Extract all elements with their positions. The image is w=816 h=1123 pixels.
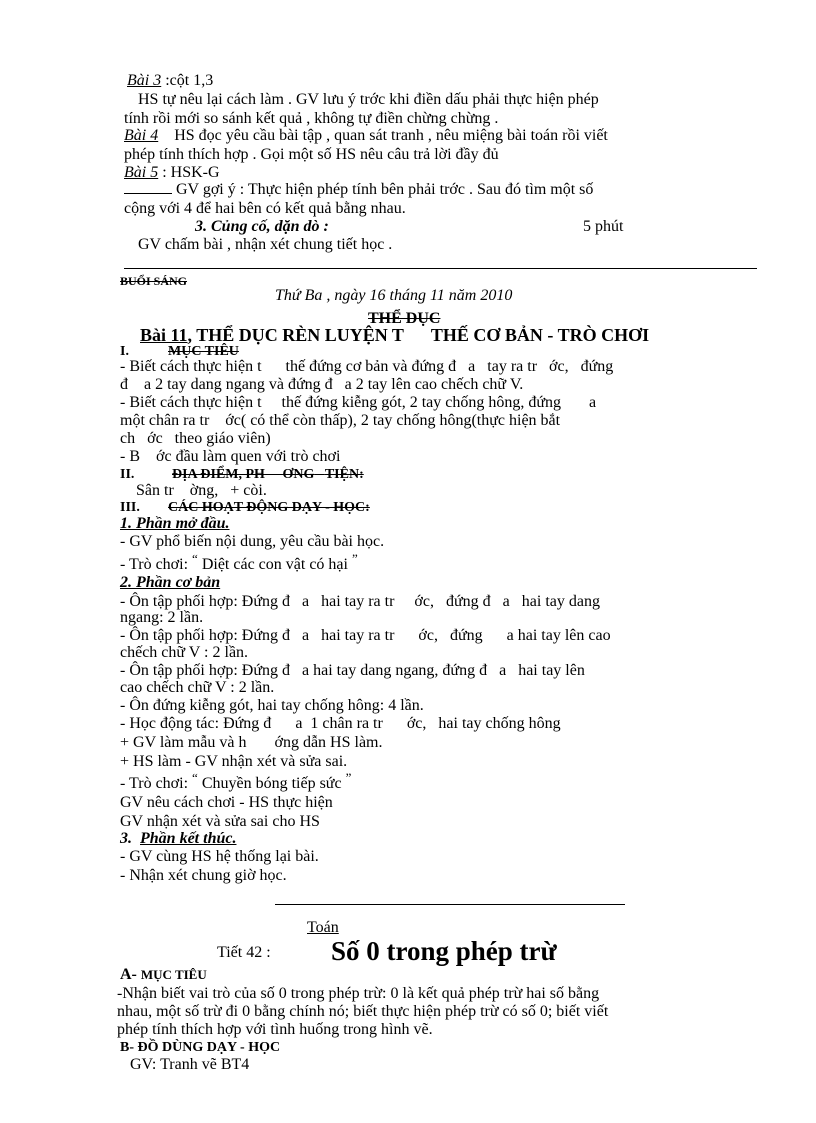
part-heading: 1. Phần mở đầu. — [120, 515, 230, 532]
section-heading: MỤC TIÊU — [168, 344, 239, 359]
lesson-date: Thứ Ba , ngày 16 tháng 11 năm 2010 — [275, 287, 513, 304]
bai5-label: Bài 5 — [124, 164, 159, 181]
text-line: phép tính thích hợp . Gọi một số HS nêu câu trả lời đầy đủ — [124, 146, 499, 163]
text-line: phép tính thích hợp với tình huống trong hình vẽ. — [117, 1021, 433, 1038]
lesson-title: Số 0 trong phép trừ — [331, 936, 557, 966]
text-line: + HS làm - GV nhận xét và sửa sai. — [120, 753, 348, 770]
text-line: - Ôn đứng kiễng gót, hai tay chống hông: 4 lần. — [120, 697, 424, 714]
text-line: GV: Tranh vẽ BT4 — [130, 1056, 250, 1073]
text-line: GV nêu cách chơi - HS thực hiện — [120, 794, 333, 811]
cung-co-time: 5 phút — [583, 218, 624, 235]
bai3-text: :cột 1,3 — [165, 72, 214, 89]
text-line: - GV cùng HS hệ thống lại bài. — [120, 848, 319, 865]
section-heading: A- MỤC TIÊU — [120, 966, 207, 983]
text-line: cao chếch chữ V : 2 lần. — [120, 679, 275, 696]
bai4-line — [124, 127, 608, 144]
section-heading: ĐỊA ĐIỂM, PH ƠNG TIỆN: — [172, 467, 364, 482]
bai3-label: Bài 3 — [127, 72, 162, 89]
text-line: - Trò chơi: “ Diệt các con vật có hại ” — [120, 551, 358, 573]
text-line: ngang: 2 lần. — [120, 609, 204, 626]
text-line: - B ớc đầu làm quen với trò chơi — [120, 448, 341, 465]
text-line: - Biết cách thực hiện t thế đứng cơ bản và đứng đ a tay ra tr ớc, đứng — [120, 358, 614, 375]
text-line: đ a 2 tay dang ngang và đứng đ a 2 tay lên cao chếch chữ V. — [120, 376, 524, 393]
text-line: GV nhận xét và sửa sai cho HS — [120, 813, 320, 830]
text-line: - Ôn tập phối hợp: Đứng đ a hai tay ra tr ớc, đứng đ a hai tay dang — [120, 593, 600, 610]
text-line: nhau, một số trừ đi 0 bằng chính nó; biết thực hiện phép trừ có số 0; biết viết — [117, 1003, 609, 1020]
text-line: - Nhận xét chung giờ học. — [120, 867, 287, 884]
section-number: I. — [120, 344, 129, 359]
text-line: tính rồi mới so sánh kết quả , không tự điền chừng chừng . — [124, 110, 499, 127]
text-line: + GV làm mẫu và h ớng dẫn HS làm. — [120, 734, 383, 751]
text-line: HS tự nêu lại cách làm . GV lưu ý trớc khi điền dấu phải thực hiện phép — [138, 91, 599, 108]
lesson-number: Tiết 42 : — [217, 944, 271, 961]
bai5-text: : HSK-G — [162, 164, 220, 181]
text-line: - Trò chơi: “ Chuyền bóng tiếp sức ” — [120, 770, 352, 792]
session-label: BUỔI SÁNG — [120, 274, 188, 288]
part-heading: 2. Phần cơ bản — [120, 574, 221, 591]
text-line: ch ớc theo giáo viên) — [120, 430, 271, 447]
section-divider — [124, 268, 757, 269]
bai5-line — [124, 164, 220, 181]
text-line: chếch chữ V : 2 lần. — [120, 644, 249, 661]
subject-title: Toán — [307, 919, 339, 936]
text-line: GV chấm bài , nhận xét chung tiết học . — [138, 236, 393, 253]
lesson-label: Bài 11 — [140, 325, 188, 345]
text-line: GV gợi ý : Thực hiện phép tính bên phải trớc . Sau đó tìm một số — [176, 181, 594, 198]
blank-line — [124, 193, 172, 194]
subject-title: THỂ DỤC — [368, 310, 441, 327]
section-divider — [275, 904, 625, 905]
text-line: - Ôn tập phối hợp: Đứng đ a hai tay ra tr ớc, đứng a hai tay lên cao — [120, 627, 611, 644]
text-line: - Ôn tập phối hợp: Đứng đ a hai tay dang ngang, đứng đ a hai tay lên — [120, 662, 585, 679]
cung-co-heading: 3. Củng cố, dặn dò : — [195, 218, 329, 235]
part-heading: 3. Phần kết thúc. — [120, 830, 237, 847]
text-line: - Biết cách thực hiện t thế đứng kiễng gót, 2 tay chống hông, đứng a — [120, 394, 597, 411]
section-heading: CÁC HOẠT ĐỘNG DẠY - HỌC: — [168, 500, 370, 515]
section-number: III. — [120, 500, 140, 515]
section-number: II. — [120, 467, 135, 482]
text-line: một chân ra tr ớc( có thể còn thấp), 2 tay chống hông(thực hiện bắt — [120, 412, 561, 429]
bai4-label: Bài 4 — [124, 127, 159, 144]
text-line: cộng với 4 để hai bên có kết quả bằng nhau. — [124, 200, 406, 217]
text-line: - GV phổ biến nội dung, yêu cầu bài học. — [120, 533, 385, 550]
text-line: - Học động tác: Đứng đ a 1 chân ra tr ớc, hai tay chống hông — [120, 715, 561, 732]
bai4-text: HS đọc yêu cầu bài tập , quan sát tranh , nêu miệng bài toán rồi viết — [174, 127, 608, 144]
bai3-line — [127, 72, 213, 89]
text-line: -Nhận biết vai trò của số 0 trong phép trừ: 0 là kết quả phép trừ hai số bằng — [117, 985, 600, 1002]
section-heading: B- ĐỒ DÙNG DẠY - HỌC — [120, 1040, 281, 1055]
lesson-title: Bài 11, THỂ DỤC RÈN LUYỆN T THẾ CƠ BẢN - TRÒ CHƠI — [140, 325, 650, 345]
text-line: Sân tr ờng, + còi. — [136, 482, 267, 499]
